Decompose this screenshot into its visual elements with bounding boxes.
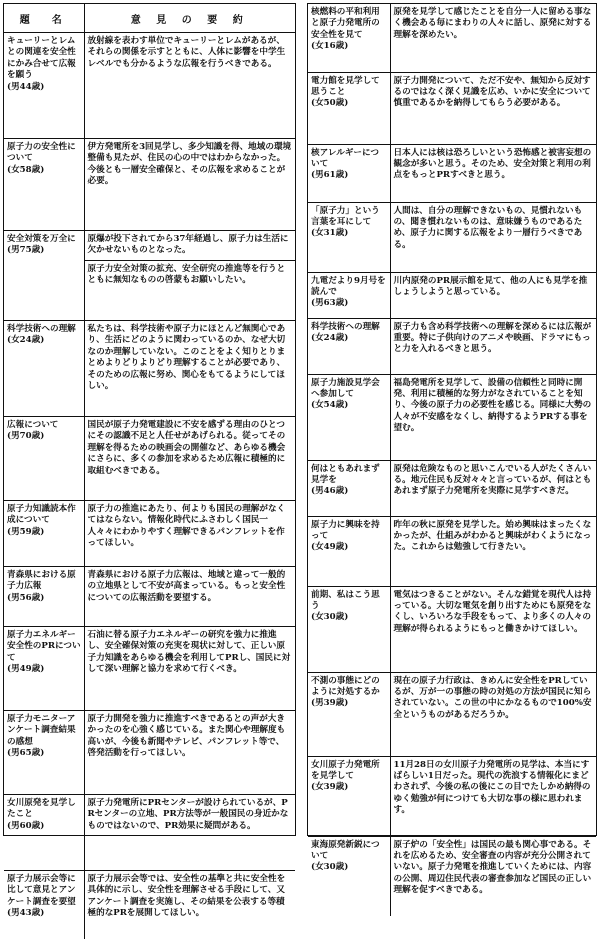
table-row [308, 318, 596, 374]
opinion-author: (女49歳) [311, 542, 349, 553]
opinion-author: (男46歳) [311, 486, 349, 497]
opinion-summary: 国民が原子力発電建設に不安を感ずる理由のひとつにその認識不足と人任せがあげられる。従ってその理解を得るための映画会の開催など、あらゆる機会にさらに、多くの参加を求めるため広報に積極的に取組むべきである。 [84, 417, 295, 501]
opinion-title-cell [4, 417, 84, 501]
table-row [4, 567, 295, 627]
table-row [4, 417, 295, 501]
opinion-title-cell [4, 627, 84, 711]
opinion-title-cell [4, 261, 84, 321]
opinion-author: (女50歳) [311, 98, 349, 109]
opinion-summary: 原発は危険なものと思いこんでいる人がたくさんいる。地元住民も反対々々と言っているが、何はともあれまず原子力発電所を実際に見学すべきだ。 [390, 460, 596, 516]
table-row [308, 460, 596, 516]
opinion-title-cell [308, 318, 390, 374]
table-row [4, 627, 295, 711]
table-row [4, 261, 295, 321]
opinion-title-cell [308, 516, 390, 586]
opinion-title-cell [308, 72, 390, 144]
opinion-title: 原子力の安全性について [7, 142, 76, 164]
opinion-title: 何はともあれまず見学を [311, 463, 380, 485]
opinion-summary: 昨年の秋に原発を見学した。始め興味はまったくなかったが、仕組みがわかると興味がわくようになった。これからは勉強して行きたい。 [390, 516, 596, 586]
opinion-summary: 電気はつきることがない。そんな錯覚を現代人は持っている。大切な電気を創り出すためにも原発をなくし、いろいろな手段をもって、より多くの人々の理解が得られるようにもっと働きかけてほしい。 [390, 586, 596, 672]
opinion-title-cell [4, 501, 84, 567]
table-row [308, 202, 596, 272]
title-column-header: 題 名 [4, 4, 84, 33]
left-table [4, 4, 295, 939]
table-row [308, 756, 596, 836]
opinion-title: 電力館を見学して思うこと [311, 75, 380, 97]
right-column [307, 3, 597, 896]
opinion-title: 安全対策を万全に [7, 234, 76, 244]
opinion-summary: 人間は、自分の理解できないもの、見慣れないもの、聞き慣れないものは、意味嫌うものであるため、原子力に関する広報をより一層行うべきである。 [390, 202, 596, 272]
opinion-title-cell [308, 144, 390, 202]
opinion-title: 前期、私はこう思う [311, 589, 380, 611]
opinion-summary: 原子力展示会等では、安全性の基準と共に安全性を具体的に示し、安全性を理解させる手段にして、又アンケート調査を実施し、その結果を公表する等積極的なPRを展開してほしい。 [84, 871, 295, 939]
opinion-author: (男43歳) [7, 908, 45, 919]
opinion-title: 原子力展示会等に比して意見とアンケート調査を要望 [7, 874, 76, 907]
opinion-author: (男60歳) [7, 820, 45, 831]
opinion-title: 青森県における原子力広報 [7, 570, 76, 592]
table-row [308, 374, 596, 460]
opinion-author: (女58歳) [7, 164, 45, 175]
opinion-summary: 11月28日の女川原子力発電所の見学は、本当にすばらしい1日だった。現代の洗浪する情報化にまどわされず、今後の私の後にこの目でたしかめ納得のゆく勉強が何につけても大切な事の様に思われます。 [390, 756, 596, 836]
opinion-summary: 原発を見学して感じたことを自分一人に留める事なく機会ある毎にまわりの人々に話し、原発に対する理解を深めたい。 [393, 7, 592, 40]
opinion-author: (女24歳) [7, 335, 45, 346]
opinion-column-header: 意 見 の 要 約 [84, 4, 295, 33]
opinion-summary: 私たちは、科学技術や原子力にほとんど無関心であり、生活にどのように関わっているのか、なぜ大切なのか理解していない。このことをよく知りとりまとめよりどりよりどり理解することが必要であり、そのための広報に努め、関心をもてるようにしてほしい。 [84, 321, 295, 417]
table-row [4, 795, 295, 871]
opinion-title-cell [308, 672, 390, 756]
opinion-title-cell [4, 711, 84, 795]
opinion-author: (男39歳) [311, 698, 349, 709]
opinion-summary: 原子力の推進にあたり、何よりも国民の理解がなくてはならない。情報化時代にふさわしく国民一人々々にわかりやすく理解できるパンフレットを作ってほしい。 [84, 501, 295, 567]
opinion-author: (男44歳) [7, 81, 45, 92]
opinion-title: キューリーとレムとの関連を安全性にかみ合せて広報を願う [7, 36, 76, 81]
opinion-title-cell [308, 756, 390, 836]
opinion-author: (女30歳) [311, 862, 349, 873]
left-column [3, 3, 296, 919]
opinion-title: 原子力施設見学会へ参加して [311, 377, 380, 399]
opinion-title-cell [308, 836, 390, 916]
opinion-summary: 原爆が投下されてから37年経過し、原子力は生活に欠かせないものとなった。 [84, 231, 295, 261]
opinion-author: (女54歳) [311, 400, 349, 411]
opinion-title: 科学技術への理解 [7, 324, 76, 334]
right-table [308, 4, 596, 916]
opinion-title-cell [308, 4, 390, 72]
table-row [4, 711, 295, 795]
opinion-title: 広報について [7, 420, 59, 430]
opinion-author: (男65歳) [7, 748, 45, 759]
table-row [308, 586, 596, 672]
opinion-title-cell [4, 33, 84, 139]
opinion-title: 核燃料の平和利用と原子力発電所の安全性を見て [311, 7, 380, 40]
opinion-author: (女24歳) [311, 332, 349, 343]
opinion-title-cell [4, 871, 84, 939]
opinion-author: (女16歳) [311, 41, 349, 52]
opinion-title: 核アレルギーについて [311, 147, 380, 169]
opinion-title: 「原子力」という言葉を耳にして [311, 205, 380, 227]
opinion-summary: 伊方発電所を3回見学し、多少知識を得、地域の環境整備も見たが、住民の心の中ではわからなかった。今後とも一層安全確保と、その広報を求めることが必要。 [84, 139, 295, 231]
opinion-title: 科学技術への理解 [311, 321, 380, 332]
opinion-summary: 原子炉の「安全性」は国民の最も関心事である。それを広めるため、安全審査の内容が充分公開されていない。原子力発電を推進していくためには、内容の公開、周辺住民代表の審査参加など国民の正しい理解を促すべきである。 [390, 836, 596, 916]
opinion-author: (男56歳) [7, 592, 45, 603]
table-row [308, 72, 596, 144]
opinion-title: 女川原発を見学したこと [7, 798, 76, 820]
table-row [4, 871, 295, 939]
table-row [4, 231, 295, 261]
opinion-title: 九電だより9月号を読んで [311, 275, 386, 297]
opinion-summary: 原子力安全対策の拡充、安全研究の推進等を行うとともに無知なものの啓蒙もお願いしたい。 [84, 261, 295, 321]
opinion-summary: 川内原発のPR展示館を見て、他の人にも見学を推しょうしようと思っている。 [390, 272, 596, 318]
opinion-summary: 原子力開発について、ただ不安や、無知から反対するのではなく深く見識を広め、いかに安全について慎重であるかを納得してもらう必要がある。 [390, 72, 596, 144]
table-row [308, 516, 596, 586]
opinion-title-cell [308, 460, 390, 516]
opinion-author: (女30歳) [311, 612, 349, 623]
opinion-summary: 石油に替る原子力エネルギーの研究を強力に推進し、安全確保対策の充実を現状に対して、正しい原子力知識をあらゆる機会を利用してPRし、国民に対して深い理解と協力を求めて行くべき。 [84, 627, 295, 711]
opinion-title-cell [308, 202, 390, 272]
opinion-author: (男59歳) [7, 526, 45, 537]
opinion-title-cell [4, 567, 84, 627]
opinion-title-cell [4, 139, 84, 231]
opinion-title: 原子力に興味を持って [311, 519, 380, 541]
opinion-title-cell [4, 231, 84, 261]
opinion-author: (男49歳) [7, 664, 45, 675]
opinion-summary: 原子力開発を強力に推進すべきであるとの声が大きかったのを心強く感じている。また関心や理解度も高いが、今後も新聞やテレビ、パンフレット等で、啓発活動を行ってほしい。 [84, 711, 295, 795]
opinion-title-cell [4, 321, 84, 417]
opinion-summary: 青森県における原子力広報は、地域と違って一般的の立地県として不安が高まっている。もっと安全性についての広報活動を要望する。 [84, 567, 295, 627]
table-row [308, 144, 596, 202]
opinion-title: 女川原子力発電所を見学して [311, 759, 380, 781]
opinion-title: 原子力エネルギー安全性のPRについて [7, 630, 81, 663]
opinion-summary: 日本人には核は恐ろしいという恐怖感と被害妄想の観念が多いと思う。そのため、安全対策と利用の利点をもっとPRすべきと思う。 [390, 144, 596, 202]
opinion-author: (女39歳) [311, 782, 349, 793]
table-row [4, 501, 295, 567]
opinion-summary: 原子力発電所にPRセンターが設けられているが、PRセンターの立地、PR方法等が一般国民の身近かなものではないので、PR効果に疑問がある。 [84, 795, 295, 871]
opinion-title-cell [308, 374, 390, 460]
opinion-summary: 現在の原子力行政は、きめんに安全性をPRしているが、万が一の事態の時の対処の方法が国民に知らされていない。この世の中にかなるもので100%安全というものがあるだろうか。 [390, 672, 596, 756]
opinion-author: (男75歳) [7, 245, 45, 256]
table-row [308, 4, 596, 72]
opinion-title: 東海原発新鋭について [311, 839, 380, 861]
table-row [308, 272, 596, 318]
table-row [308, 672, 596, 756]
table-row [4, 33, 295, 139]
opinion-title-cell [308, 272, 390, 318]
opinion-summary: 放射線を表わす単位でキューリーとレムがあるが、それらの関係を示すとともに、人体に影響を中学生レベルでも分かるような広報を行うべきである。 [87, 36, 286, 69]
opinion-title-cell [308, 586, 390, 672]
opinion-title-cell [4, 795, 84, 871]
opinion-author: (男63歳) [311, 298, 349, 309]
opinion-summary: 原子力も含め科学技術への理解を深めるには広報が重要。特に子供向けのアニメや映画、ドラマにもっと力を入れるべきと思う。 [390, 318, 596, 374]
opinion-title: 原子力モニターアンケート調査結果の感想 [7, 714, 76, 747]
table-row [4, 139, 295, 231]
table-row [4, 321, 295, 417]
opinion-author: (女31歳) [311, 228, 349, 239]
opinion-author: (男70歳) [7, 431, 45, 442]
opinion-summary: 福島発電所を見学して、設備の信頼性と同時に開発、利用に積極的な努力がなされていることを知り、今後の原子力の必要性を感じる。同様に大勢の人々が不安感をなくし、納得するようPRする事を望む。 [390, 374, 596, 460]
opinion-title: 不測の事態にどのように対処するか [311, 675, 380, 697]
opinion-author: (男61歳) [311, 170, 349, 181]
opinion-title: 原子力知識読本作成について [7, 504, 76, 526]
table-row [308, 836, 596, 916]
